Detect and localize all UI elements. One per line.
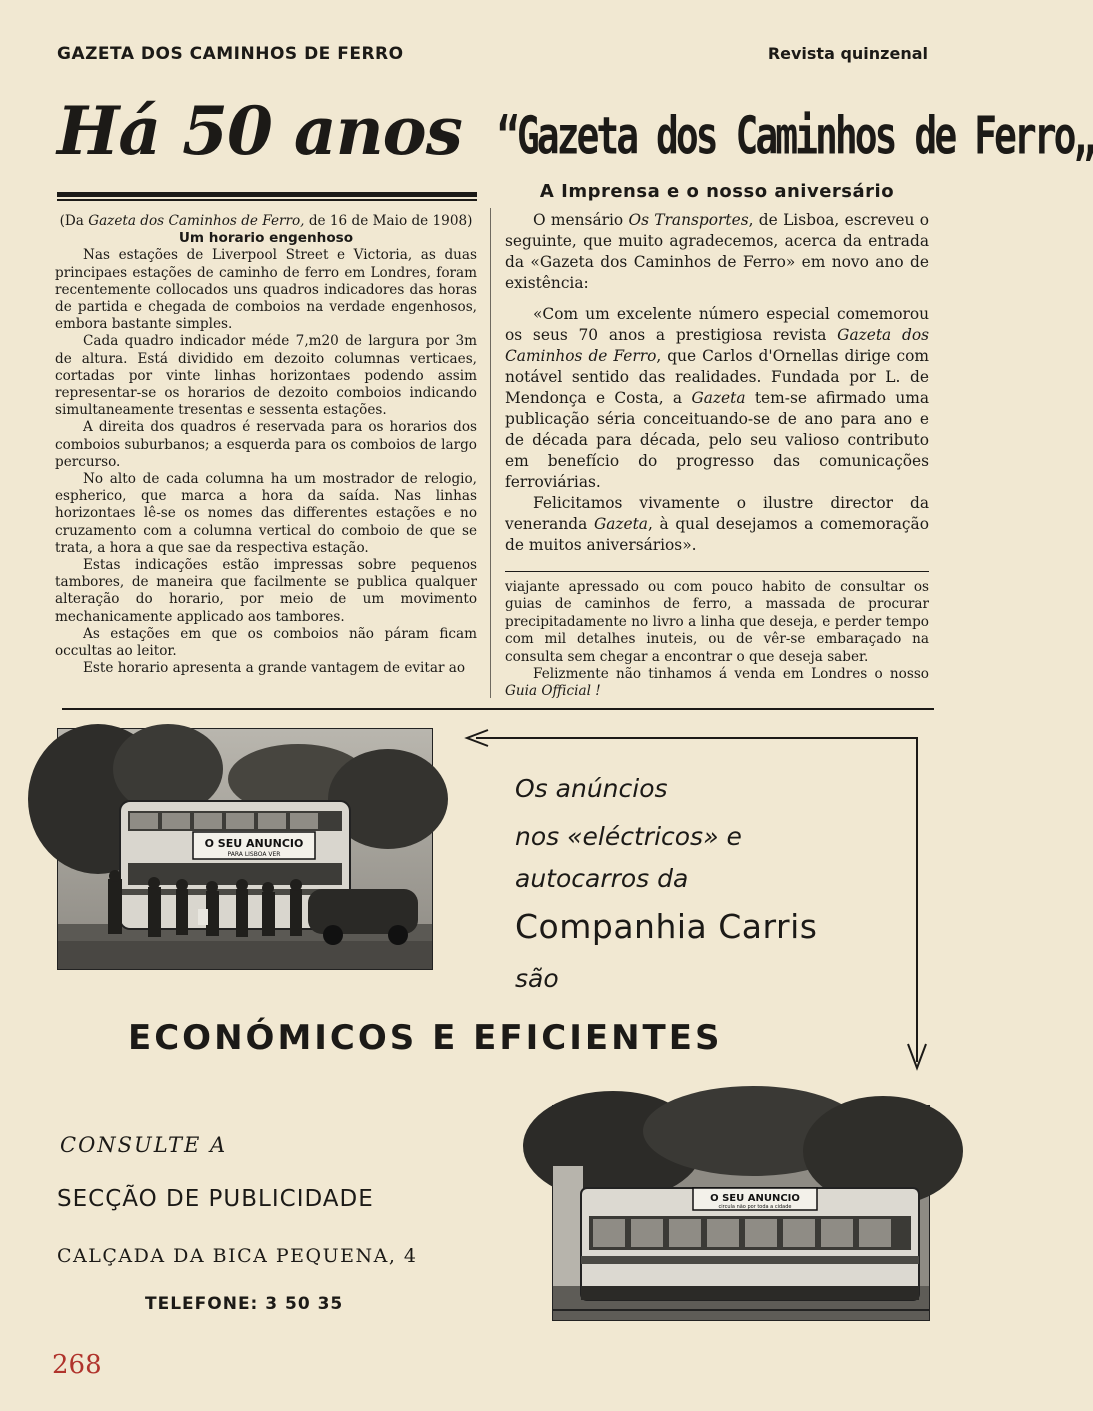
advert-line-2: nos «eléctricos» e [515, 822, 742, 851]
advert-section: SECÇÃO DE PUBLICIDADE [57, 1186, 374, 1212]
title-rule-thick [57, 192, 477, 197]
right-article-subtitle: A Imprensa e o nosso aniversário [539, 181, 895, 202]
advert-company-name: Companhia Carris [515, 907, 818, 946]
tram-sign-subtext: circula não por toda a cidade [718, 1204, 792, 1210]
arrow-left-icon [464, 728, 490, 748]
left-article-body [55, 213, 477, 677]
paragraph: Felicitamos vivamente o ilustre director da veneranda Gazeta, à qual desejamos a comemoração de muitos aniversários». [505, 494, 929, 554]
paragraph: Cada quadro indicador méde 7,m20 de largura por 3m de altura. Está dividido em dezoito columnas verticaes, cortadas por vinte linhas horizontaes podendo assim representar-se os horarios de dezoito comboios indicando simultaneamente tresentas e sessenta estações. [55, 333, 477, 419]
left-article-title: Há 50 anos [57, 92, 462, 170]
section-divider [62, 708, 934, 710]
bus-photo [57, 728, 433, 970]
arrow-down-icon [906, 1040, 928, 1070]
paragraph: Nas estações de Liverpool Street e Victoria, as duas principaes estações de caminho de ferro em Londres, foram recentemente collocados uns quadros indicadores das horas de partida e chegada de comboios na verdade engenhosos, embora bastante simples. [55, 247, 477, 333]
paragraph: Estas indicações estão impressas sobre pequenos tambores, de maneira que facilmente se publica qualquer alteração do horario, por meio de um movimento mechanicamente applicado aos tambores. [55, 557, 477, 625]
column-divider [490, 208, 491, 698]
right-article-body [505, 210, 929, 556]
advert-line-1: Os anúncios [515, 774, 668, 803]
article-subtitle: Um horario engenhoso [178, 230, 354, 247]
paragraph: Felizmente não tinhamos á venda em Londres o nosso Guia Official ! [505, 666, 929, 700]
paragraph: viajante apressado ou com pouco habito de consultar os guias de caminhos de ferro, a massada de procurar precipitadamente no livro a linha que deseja, e perder tempo com mil detalhes inuteis, ou de vêr-se embaraçado na consulta sem chegar a encontrar o que deseja saber. [505, 579, 929, 665]
paragraph: No alto de cada columna ha um mostrador de relogio, espherico, que marca a hora da saída. Nas linhas horizontaes lê-se os nomes das differentes estações e no cruzamento com a columna vertical do comboio de que se trata, a hora a que sae da respectiva estação. [55, 471, 477, 556]
tram-photo [552, 1105, 930, 1321]
right-article-title: “Gazeta dos Caminhos de Ferro„ [497, 106, 1093, 166]
bus-sign-text: O SEU ANUNCIO [204, 837, 304, 850]
paragraph: A direita dos quadros é reservada para os horarios dos comboios suburbanos; a esquerda para os comboios de largo percurso. [55, 419, 477, 470]
advert-line-3: autocarros da [515, 864, 689, 893]
advert-consult: CONSULTE A [60, 1133, 228, 1157]
advert-phone: TELEFONE: 3 50 35 [145, 1294, 344, 1314]
left-article-continuation [505, 579, 929, 701]
journal-header: GAZETA DOS CAMINHOS DE FERRO [57, 44, 404, 64]
periodicity-header: Revista quinzenal [767, 44, 928, 63]
paragraph: O mensário Os Transportes, de Lisboa, escreveu o seguinte, que muito agradecemos, acerca da entrada da «Gazeta dos Caminhos de Ferro» em novo ano de existência: [505, 211, 929, 292]
tram-sign-text: O SEU ANUNCIO [710, 1193, 800, 1204]
title-rule-thin [57, 199, 477, 201]
advert-headline: ECONÓMICOS E EFICIENTES [128, 1018, 723, 1058]
paragraph: Este horario apresenta a grande vantagem de evitar ao [83, 660, 466, 677]
advert-address: CALÇADA DA BICA PEQUENA, 4 [57, 1245, 418, 1267]
advert-arrow-line-right [916, 737, 918, 1062]
bus-sign-subtext: PARA LISBOA VER [227, 851, 281, 858]
article-source: (Da Gazeta dos Caminhos de Ferro, de 16 de Maio de 1908) [59, 213, 473, 229]
advert-arrow-line-top [476, 737, 918, 739]
paragraph: As estações em que os comboios não páram ficam occultas ao leitor. [55, 625, 477, 660]
page-number: 268 [52, 1350, 102, 1380]
continuation-rule [505, 571, 929, 572]
advert-line-5: são [515, 964, 559, 993]
quoted-paragraph: «Com um excelente número especial comemorou os seus 70 anos a prestigiosa revista Gazeta dos Caminhos de Ferro, que Carlos d'Ornellas dirige com notável sentido das realidades. Fundada por L. de Mendonça e Costa, a Gazeta tem-se afirmado uma publicação séria conceituando-se de ano para ano e de década para década, pelo seu valioso contributo em benefício do progresso das comunicações ferroviárias. [505, 305, 930, 491]
